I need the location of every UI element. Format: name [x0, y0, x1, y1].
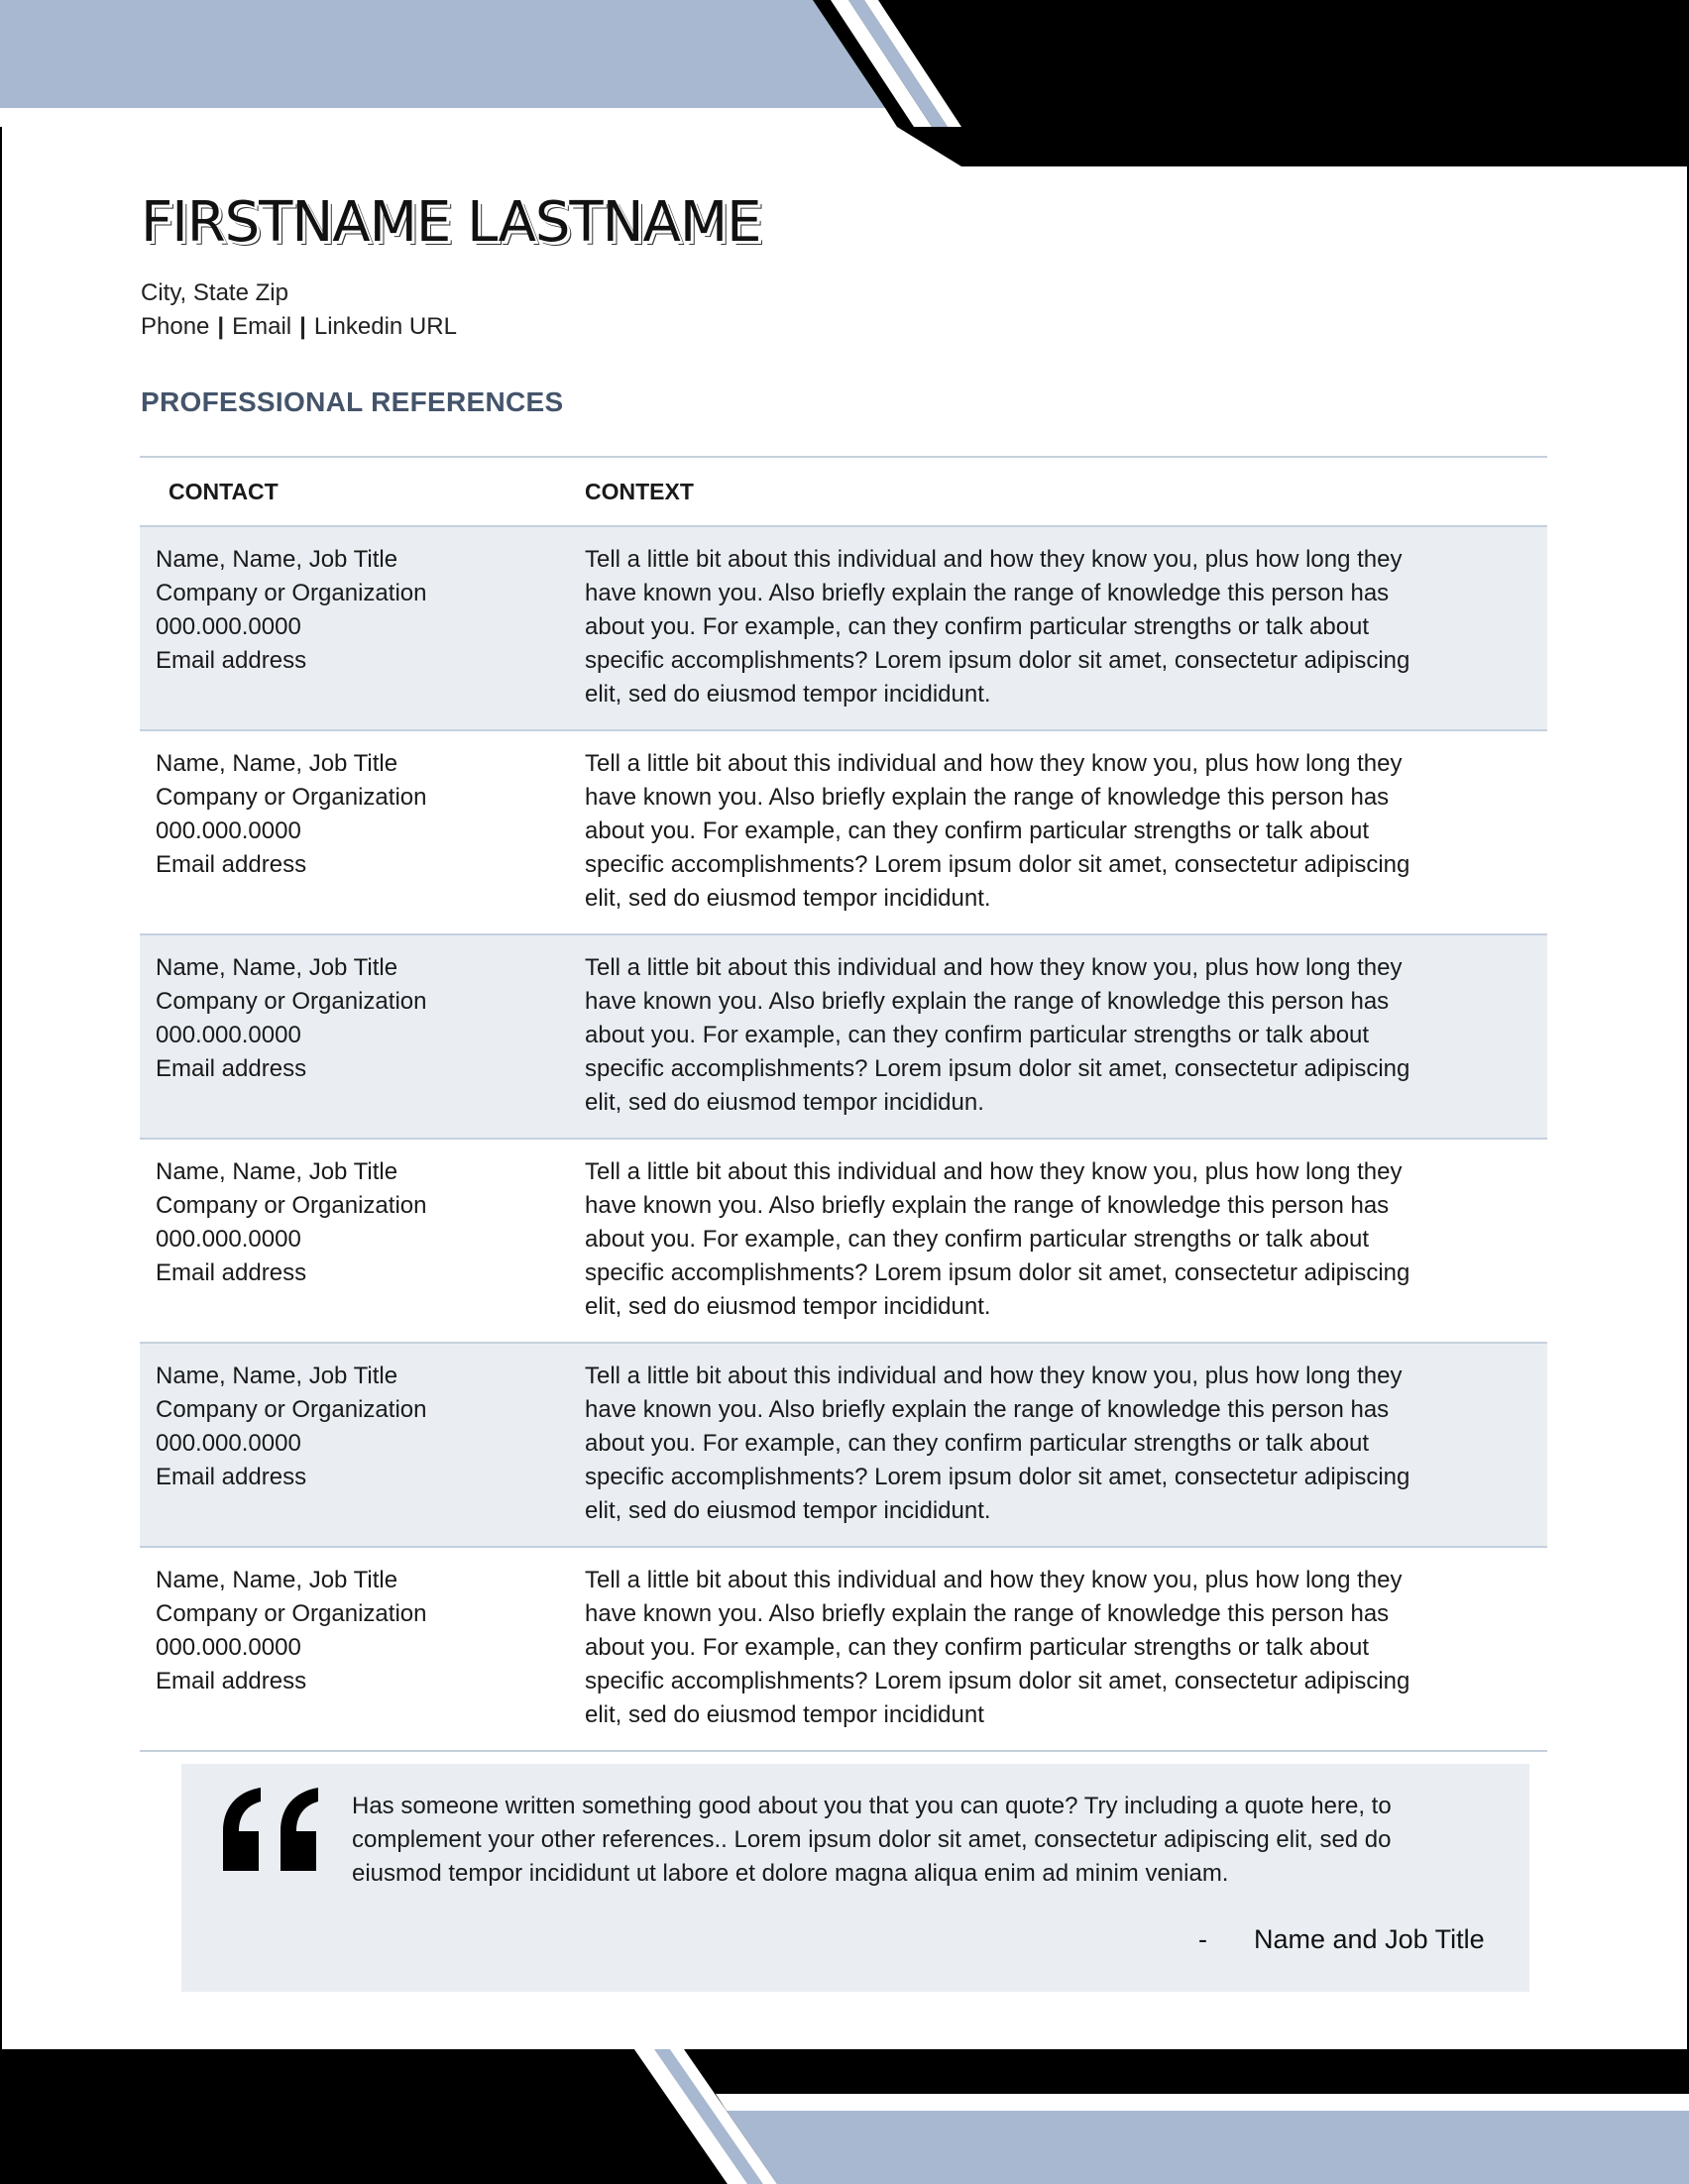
testimonial-quote-box [181, 1764, 1529, 1992]
context-line: about you. For example, can they confirm particular strengths or talk about [585, 1430, 1370, 1457]
reference-email: Email address [156, 1055, 307, 1082]
context-line: Tell a little bit about this individual and how they know you, plus how long they [585, 1363, 1403, 1389]
table-row [140, 1343, 1547, 1547]
context-cell [585, 1343, 1547, 1547]
context-line: Tell a little bit about this individual and how they know you, plus how long they [585, 954, 1403, 981]
context-line: about you. For example, can they confirm particular strengths or talk about [585, 1226, 1370, 1253]
column-header-contact: CONTACT [169, 479, 279, 504]
reference-name: Name, Name, Job Title [156, 954, 398, 981]
context-cell [585, 526, 1547, 730]
phone: Phone [141, 313, 210, 340]
table-row [140, 526, 1547, 730]
table-row [140, 730, 1547, 934]
separator: | [217, 313, 225, 340]
contact-cell [140, 526, 585, 730]
reference-phone: 000.000.0000 [156, 1430, 301, 1457]
linkedin-url: Linkedin URL [313, 313, 457, 340]
context-line: elit, sed do eiusmod tempor incididunt. [585, 681, 991, 708]
reference-phone: 000.000.0000 [156, 1634, 301, 1661]
context-line: specific accomplishments? Lorem ipsum dolor sit amet, consectetur adipiscing [585, 1464, 1410, 1490]
reference-name: Name, Name, Job Title [156, 1158, 398, 1185]
context-line: about you. For example, can they confirm particular strengths or talk about [585, 1634, 1370, 1661]
attribution-dash: - [1198, 1924, 1207, 1954]
context-line: have known you. Also briefly explain the range of knowledge this person has [585, 580, 1390, 606]
reference-email: Email address [156, 647, 307, 674]
contact-cell [140, 1343, 585, 1547]
location: City, State Zip [141, 279, 288, 306]
section-title: PROFESSIONAL REFERENCES [141, 386, 564, 417]
contact-info-line [141, 313, 457, 341]
separator: | [299, 313, 306, 340]
context-line: Tell a little bit about this individual and how they know you, plus how long they [585, 750, 1403, 777]
quote-line: complement your other references.. Lorem ipsum dolor sit amet, consectetur adipiscing elit, sed do [352, 1826, 1392, 1853]
context-line: specific accomplishments? Lorem ipsum dolor sit amet, consectetur adipiscing [585, 1055, 1410, 1082]
table-row [140, 1139, 1547, 1343]
context-line: elit, sed do eiusmod tempor incididun. [585, 1089, 984, 1116]
reference-phone: 000.000.0000 [156, 613, 301, 640]
context-line: about you. For example, can they confirm particular strengths or talk about [585, 818, 1370, 844]
quote-line: Has someone written something good about you that you can quote? Try including a quote here, to [352, 1793, 1392, 1819]
context-line: specific accomplishments? Lorem ipsum dolor sit amet, consectetur adipiscing [585, 647, 1410, 674]
contact-cell [140, 1139, 585, 1343]
context-line: have known you. Also briefly explain the range of knowledge this person has [585, 1192, 1390, 1219]
context-line: have known you. Also briefly explain the range of knowledge this person has [585, 784, 1390, 811]
contact-cell [140, 1547, 585, 1751]
table-row [140, 934, 1547, 1139]
context-line: elit, sed do eiusmod tempor incididunt. [585, 885, 991, 912]
context-cell [585, 934, 1547, 1139]
reference-company: Company or Organization [156, 1192, 427, 1219]
table-header-row [140, 457, 1547, 526]
context-line: have known you. Also briefly explain the range of knowledge this person has [585, 1600, 1390, 1627]
location-line [141, 279, 288, 307]
reference-company: Company or Organization [156, 988, 427, 1015]
reference-company: Company or Organization [156, 580, 427, 606]
context-cell [585, 1547, 1547, 1751]
reference-name: Name, Name, Job Title [156, 750, 398, 777]
context-line: elit, sed do eiusmod tempor incididunt [585, 1701, 984, 1728]
context-line: Tell a little bit about this individual and how they know you, plus how long they [585, 1158, 1403, 1185]
candidate-name: FIRSTNAME LASTNAME [141, 190, 761, 255]
context-line: about you. For example, can they confirm particular strengths or talk about [585, 613, 1370, 640]
context-line: specific accomplishments? Lorem ipsum dolor sit amet, consectetur adipiscing [585, 851, 1410, 878]
context-line: have known you. Also briefly explain the range of knowledge this person has [585, 1396, 1390, 1423]
context-line: elit, sed do eiusmod tempor incididunt. [585, 1497, 991, 1524]
context-line: specific accomplishments? Lorem ipsum dolor sit amet, consectetur adipiscing [585, 1668, 1410, 1694]
context-line: elit, sed do eiusmod tempor incididunt. [585, 1293, 991, 1320]
reference-company: Company or Organization [156, 784, 427, 811]
reference-phone: 000.000.0000 [156, 1226, 301, 1253]
quote-mark-icon [217, 1786, 326, 1875]
context-line: specific accomplishments? Lorem ipsum dolor sit amet, consectetur adipiscing [585, 1259, 1410, 1286]
context-cell [585, 730, 1547, 934]
contact-cell [140, 730, 585, 934]
table-row [140, 1547, 1547, 1751]
references-table [140, 456, 1547, 1752]
context-cell [585, 1139, 1547, 1343]
column-header-context: CONTEXT [585, 479, 694, 504]
reference-company: Company or Organization [156, 1396, 427, 1423]
reference-company: Company or Organization [156, 1600, 427, 1627]
reference-email: Email address [156, 1259, 307, 1286]
reference-email: Email address [156, 1464, 307, 1490]
reference-phone: 000.000.0000 [156, 1022, 301, 1048]
attribution-name: Name and Job Title [1254, 1924, 1485, 1954]
context-line: have known you. Also briefly explain the range of knowledge this person has [585, 988, 1390, 1015]
email: Email [232, 313, 292, 340]
quote-attribution [1198, 1924, 1485, 1955]
context-line: about you. For example, can they confirm particular strengths or talk about [585, 1022, 1370, 1048]
quote-text [352, 1790, 1472, 1891]
reference-name: Name, Name, Job Title [156, 1363, 398, 1389]
contact-cell [140, 934, 585, 1139]
context-line: Tell a little bit about this individual and how they know you, plus how long they [585, 546, 1403, 573]
reference-name: Name, Name, Job Title [156, 546, 398, 573]
quote-line: eiusmod tempor incididunt ut labore et dolore magna aliqua enim ad minim veniam. [352, 1860, 1229, 1887]
reference-phone: 000.000.0000 [156, 818, 301, 844]
reference-email: Email address [156, 851, 307, 878]
context-line: Tell a little bit about this individual and how they know you, plus how long they [585, 1567, 1403, 1593]
reference-email: Email address [156, 1668, 307, 1694]
reference-name: Name, Name, Job Title [156, 1567, 398, 1593]
